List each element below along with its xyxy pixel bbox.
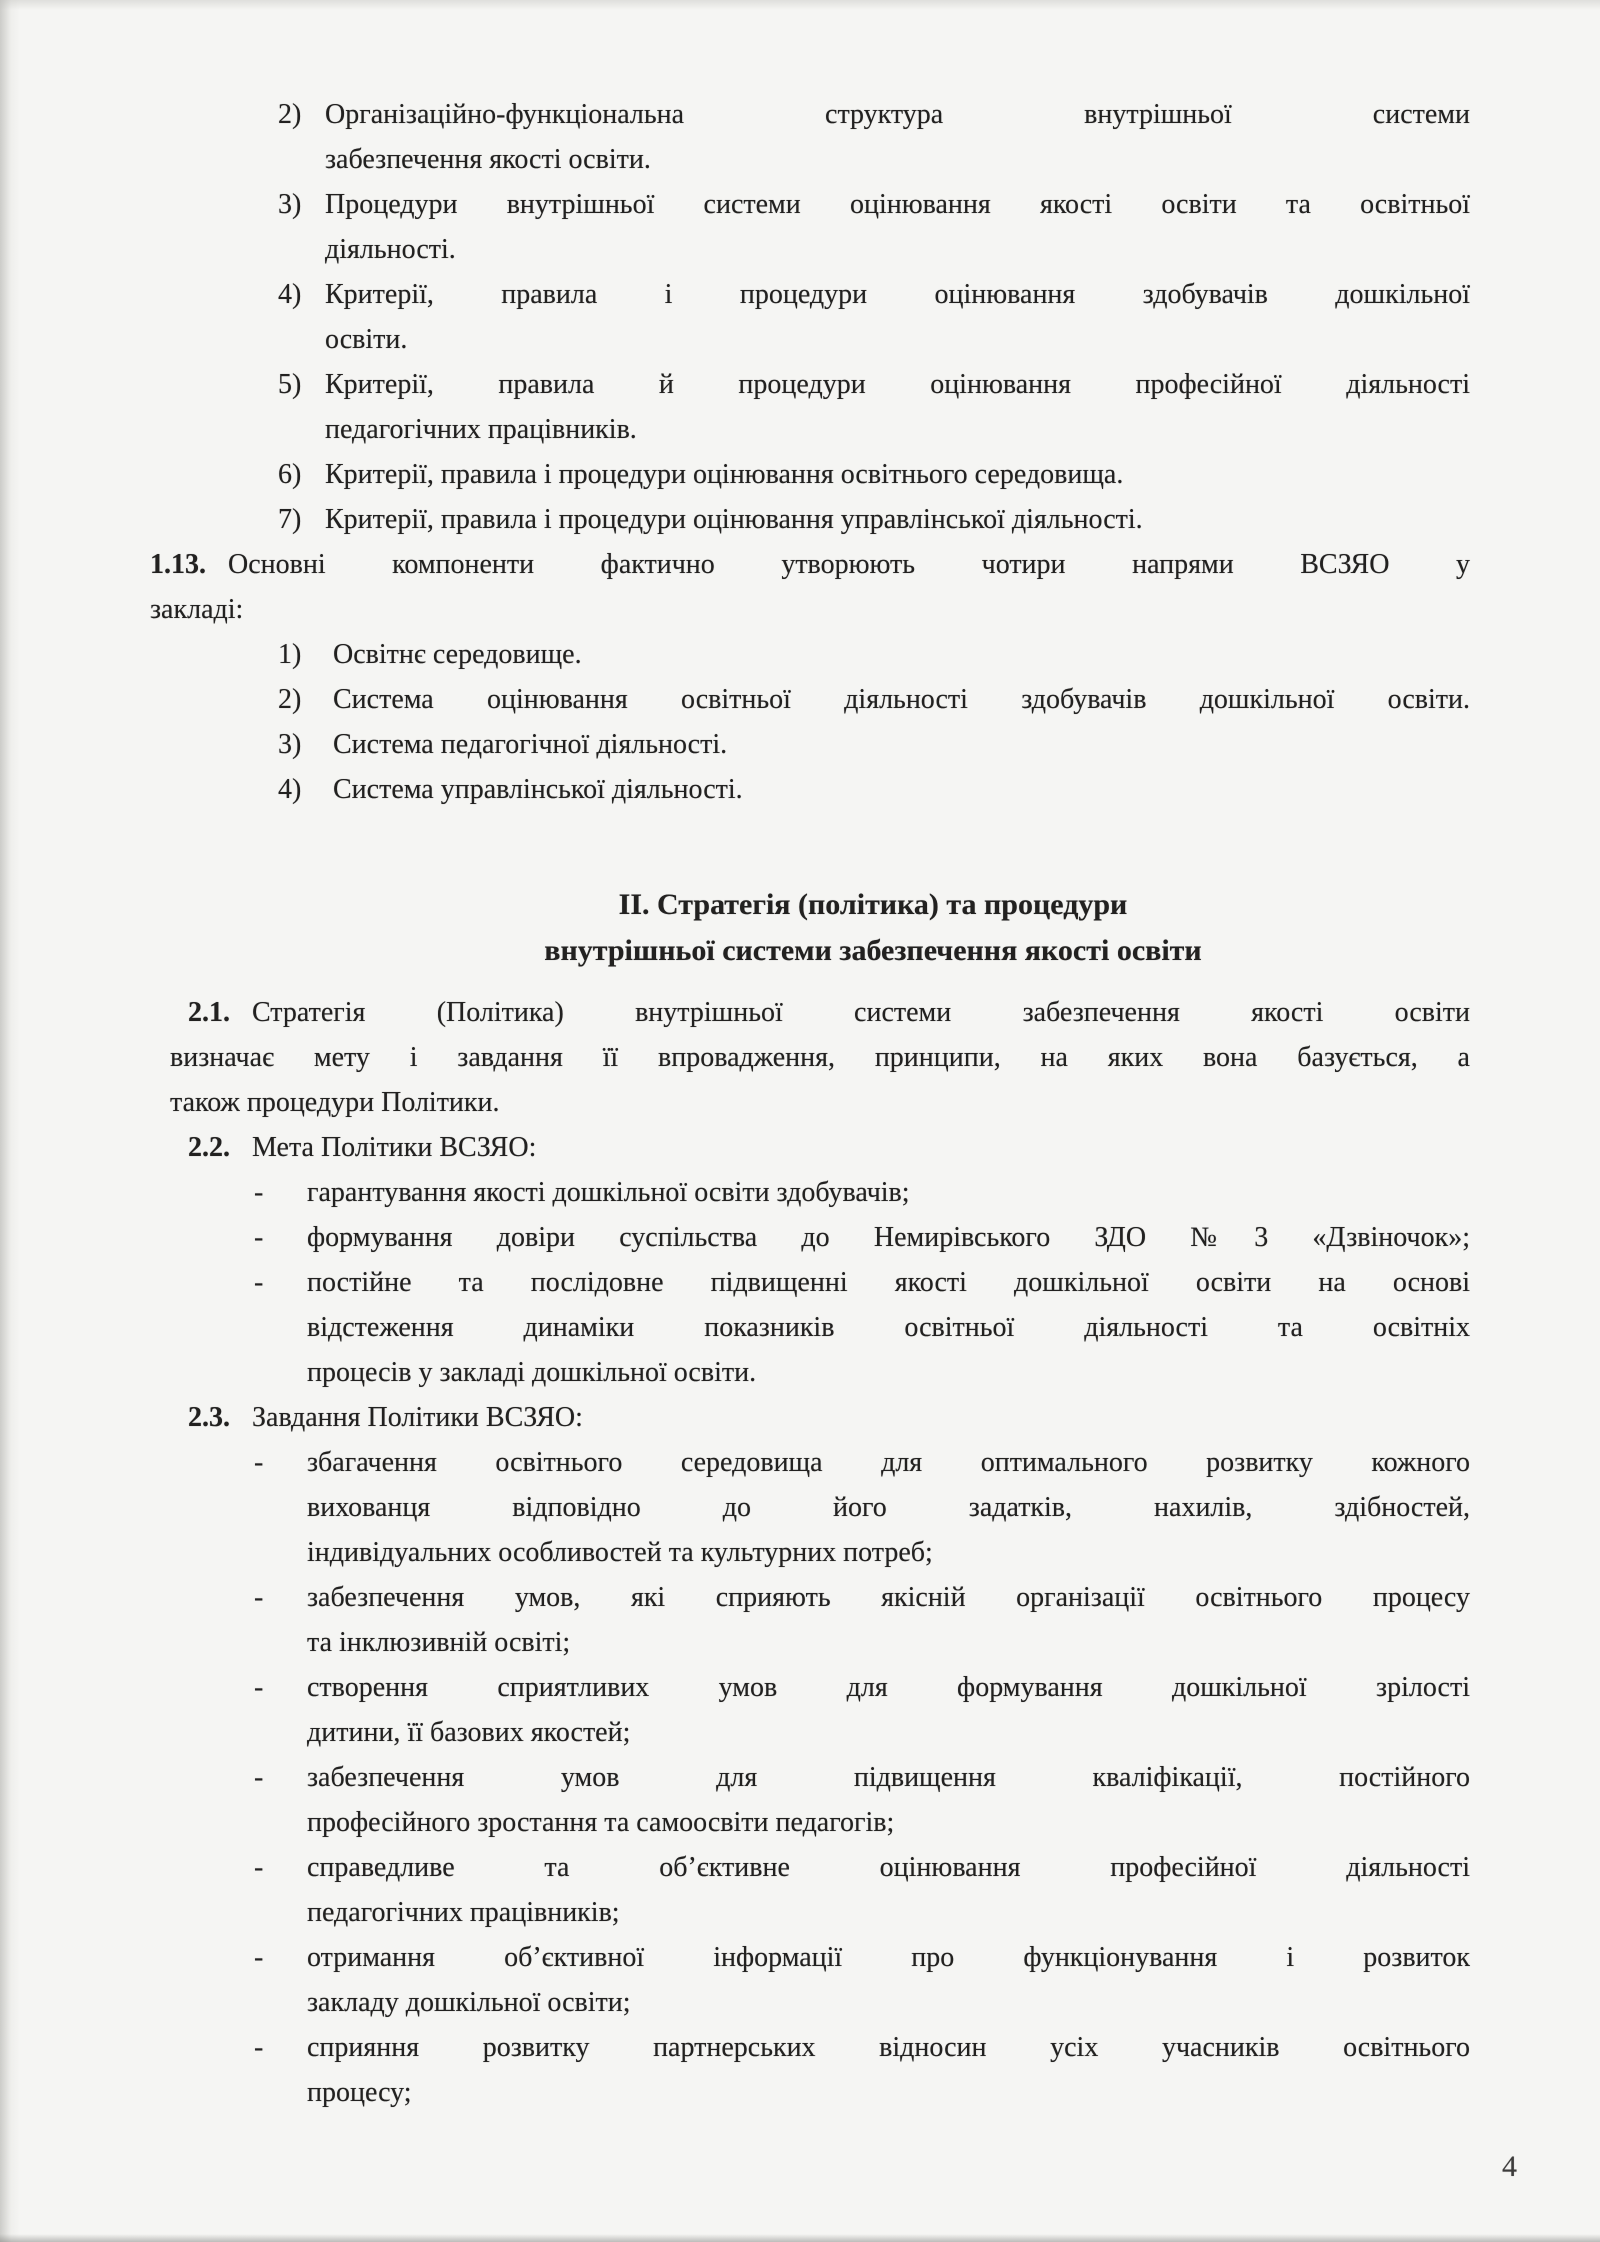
dash-bullet: -	[254, 1582, 264, 1613]
section-number: 2.2.	[188, 1132, 230, 1163]
text-line: гарантування якості дошкільної освіти здобувачів;	[307, 1177, 910, 1208]
numbered-list-item	[150, 632, 1470, 677]
dash-list-item	[150, 1440, 1470, 1575]
text-line: визначає мету і завдання її впровадження, принципи, на яких вона базується, а	[170, 1042, 1470, 1073]
numbered-list-item	[150, 452, 1470, 497]
dash-bullet: -	[254, 1177, 264, 1208]
list-marker: 6)	[278, 459, 302, 490]
text-line: вихованця відповідно до його задатків, нахилів, здібностей,	[307, 1492, 1470, 1523]
text-run: Основні компоненти фактично утворюють чотири напрями ВСЗЯО у	[228, 549, 1470, 580]
text-line: забезпечення якості освіти.	[325, 144, 651, 175]
dash-list-item	[150, 1845, 1470, 1935]
text-line: внутрішньої системи забезпечення якості освіти	[544, 934, 1202, 967]
text-line: педагогічних працівників;	[307, 1897, 620, 1928]
text-line: Система управлінської діяльності.	[333, 774, 743, 805]
text-line: Критерії, правила і процедури оцінювання здобувачів дошкільної	[325, 279, 1470, 310]
text-line	[170, 1125, 1470, 1170]
dash-bullet: -	[254, 2032, 264, 2063]
text-line: сприяння розвитку партнерських відносин усіх учасників освітнього	[307, 2032, 1470, 2063]
text-line: формування довіри суспільства до Немирівського ЗДО №3 «Дзвіночок»;	[307, 1222, 1470, 1253]
dash-list-item	[150, 1665, 1470, 1755]
text-line: процесів у закладі дошкільної освіти.	[307, 1357, 757, 1388]
scan-edge-shadow-bottom	[0, 2234, 1600, 2242]
section-number: 1.13.	[150, 549, 206, 580]
paragraph	[170, 1395, 1470, 1440]
text-run: Мета Політики ВСЗЯО:	[252, 1132, 537, 1163]
text-line: освіти.	[325, 324, 408, 355]
document-body	[150, 92, 1470, 2115]
text-line: постійне та послідовне підвищенні якості дошкільної освіти на основі	[307, 1267, 1470, 1298]
text-run: Стратегія (Політика) внутрішньої системи забезпечення якості освіти	[252, 997, 1470, 1028]
dash-list-item	[150, 1935, 1470, 2025]
section-heading	[213, 882, 1533, 974]
numbered-list-item	[150, 677, 1470, 722]
dash-bullet: -	[254, 1942, 264, 1973]
list-marker: 1)	[278, 639, 302, 670]
text-line: педагогічних працівників.	[325, 414, 637, 445]
numbered-list-item	[150, 362, 1470, 452]
text-line	[150, 542, 1470, 587]
text-line: збагачення освітнього середовища для оптимального розвитку кожного	[307, 1447, 1470, 1478]
dash-list-item	[150, 1215, 1470, 1260]
text-line: забезпечення умов, які сприяють якісній організації освітнього процесу	[307, 1582, 1470, 1613]
text-line: відстеження динаміки показників освітньої діяльності та освітніх	[307, 1312, 1470, 1343]
scan-edge-shadow-left	[0, 0, 20, 2242]
text-line: закладі:	[150, 594, 244, 625]
text-line: професійного зростання та самоосвіти педагогів;	[307, 1807, 895, 1838]
list-marker: 3)	[278, 729, 302, 760]
list-marker: 2)	[278, 684, 302, 715]
list-marker: 2)	[278, 99, 302, 130]
dash-list-item	[150, 1575, 1470, 1665]
text-line: також процедури Політики.	[170, 1087, 500, 1118]
numbered-list-item	[150, 182, 1470, 272]
list-marker: 4)	[278, 774, 302, 805]
dash-bullet: -	[254, 1267, 264, 1298]
numbered-list-item	[150, 272, 1470, 362]
text-line: Критерії, правила й процедури оцінювання професійної діяльності	[325, 369, 1470, 400]
paragraph	[150, 542, 1470, 632]
dash-bullet: -	[254, 1672, 264, 1703]
text-line	[170, 1395, 1470, 1440]
dash-list-item	[150, 2025, 1470, 2115]
text-line: закладу дошкільної освіти;	[307, 1987, 631, 2018]
paragraph	[170, 1125, 1470, 1170]
text-line: створення сприятливих умов для формування дошкільної зрілості	[307, 1672, 1470, 1703]
text-line: Система педагогічної діяльності.	[333, 729, 728, 760]
text-line: Організаційно-функціональна структура внутрішньої системи	[325, 99, 1470, 130]
text-line: справедливе та об’єктивне оцінювання професійної діяльності	[307, 1852, 1470, 1883]
paragraph	[170, 990, 1470, 1125]
text-line: Процедури внутрішньої системи оцінювання якості освіти та освітньої	[325, 189, 1470, 220]
numbered-list-item	[150, 497, 1470, 542]
text-line	[170, 990, 1470, 1035]
text-line: індивідуальних особливостей та культурних потреб;	[307, 1537, 933, 1568]
section-number: 2.1.	[188, 997, 230, 1028]
text-line: ІІ. Стратегія (політика) та процедури	[618, 888, 1128, 921]
list-marker: 7)	[278, 504, 302, 535]
list-marker: 5)	[278, 369, 302, 400]
scan-edge-shadow-top	[0, 0, 1600, 10]
page-number: 4	[1502, 2150, 1517, 2183]
dash-bullet: -	[254, 1852, 264, 1883]
text-line: Критерії, правила і процедури оцінювання освітнього середовища.	[325, 459, 1124, 490]
dash-list-item	[150, 1260, 1470, 1395]
text-run: Завдання Політики ВСЗЯО:	[252, 1402, 583, 1433]
text-line: Критерії, правила і процедури оцінювання управлінської діяльності.	[325, 504, 1143, 535]
text-line: Освітнє середовище.	[333, 639, 582, 670]
list-marker: 3)	[278, 189, 302, 220]
dash-list-item	[150, 1170, 1470, 1215]
text-line: процесу;	[307, 2077, 412, 2108]
list-marker: 4)	[278, 279, 302, 310]
section-number: 2.3.	[188, 1402, 230, 1433]
text-line: та інклюзивній освіті;	[307, 1627, 571, 1658]
numbered-list-item	[150, 767, 1470, 812]
dash-bullet: -	[254, 1222, 264, 1253]
numbered-list-item	[150, 92, 1470, 182]
dash-list-item	[150, 1755, 1470, 1845]
text-line: дитини, її базових якостей;	[307, 1717, 631, 1748]
dash-bullet: -	[254, 1762, 264, 1793]
text-line: забезпечення умов для підвищення кваліфікації, постійного	[307, 1762, 1470, 1793]
text-line: діяльності.	[325, 234, 456, 265]
numbered-list-item	[150, 722, 1470, 767]
dash-bullet: -	[254, 1447, 264, 1478]
text-line: отримання об’єктивної інформації про функціонування і розвиток	[307, 1942, 1470, 1973]
text-line: Система оцінювання освітньої діяльності здобувачів дошкільної освіти.	[333, 684, 1470, 715]
